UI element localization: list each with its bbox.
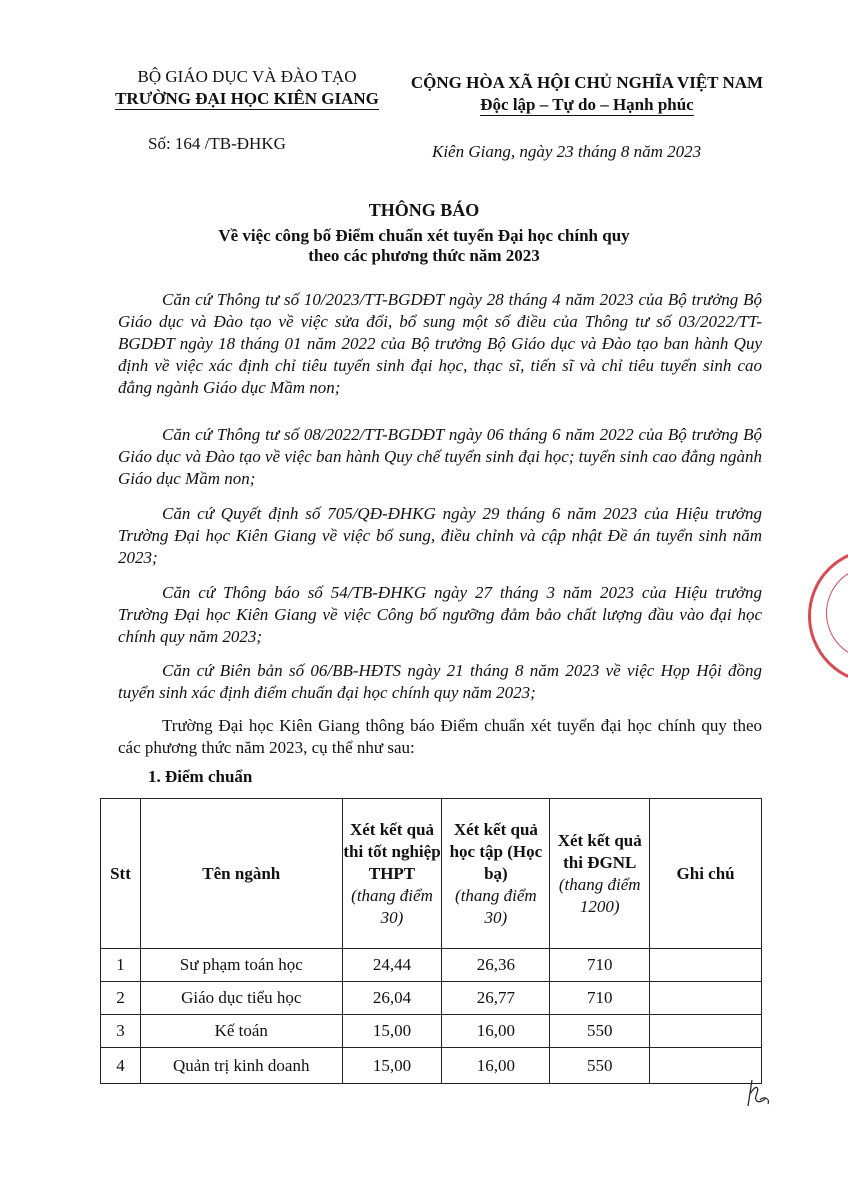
motto-text: Độc lập – Tự do – Hạnh phúc (480, 95, 694, 114)
legal-basis-3: Căn cứ Quyết định số 705/QĐ-ĐHKG ngày 29 tháng 6 năm 2023 của Hiệu trưởng Trường Đại học Kiên Giang về việc bổ sung, điều chỉnh và cập nhật Đề án tuyển sinh năm 2023; (118, 504, 762, 567)
cell-stt: 1 (101, 949, 141, 982)
intro-paragraph: Trường Đại học Kiên Giang thông báo Điểm chuẩn xét tuyển đại học chính quy theo các phương thức năm 2023, cụ thể như sau: (118, 716, 762, 757)
header-hocba-note: (thang điểm 30) (455, 885, 537, 927)
cell-hocba: 16,00 (442, 1015, 550, 1048)
date-line: Kiên Giang, ngày 23 tháng 8 năm 2023 (432, 142, 702, 161)
legal-basis-5: Căn cứ Biên bản số 06/BB-HĐTS ngày 21 tháng 8 năm 2023 về việc Họp Hội đồng tuyển sinh xác định điểm chuẩn đại học chính quy năm 2023; (118, 661, 762, 702)
cell-hocba: 26,77 (442, 982, 550, 1015)
school-name-text: TRƯỜNG ĐẠI HỌC KIÊN GIANG (115, 89, 379, 108)
document-subtitle-2: theo các phương thức năm 2023 (308, 246, 540, 265)
cell-dgnl: 550 (550, 1048, 650, 1084)
cell-note (650, 949, 762, 982)
table-row (101, 1015, 762, 1048)
issuer-block (92, 66, 402, 110)
cell-major: Kế toán (140, 1015, 342, 1048)
cell-dgnl: 710 (550, 949, 650, 982)
header-hocba (442, 799, 550, 949)
table-row (101, 949, 762, 982)
document-title: THÔNG BÁO (368, 200, 480, 220)
legal-basis-4: Căn cứ Thông báo số 54/TB-ĐHKG ngày 27 tháng 3 năm 2023 của Hiệu trưởng Trường Đại học Kiên Giang về việc Công bố ngưỡng đảm bảo chất lượng đầu vào đại học chính quy năm 2023; (118, 583, 762, 646)
national-heading (398, 72, 776, 116)
cell-note (650, 982, 762, 1015)
header-dgnl-note: (thang điểm 1200) (558, 874, 641, 916)
score-table (100, 798, 762, 1084)
ministry-name: BỘ GIÁO DỤC VÀ ĐÀO TẠO (137, 67, 357, 86)
cell-hocba: 26,36 (442, 949, 550, 982)
document-number: Số: 164 /TB-ĐHKG (148, 134, 286, 153)
header-thpt-label: Xét kết quả thi tốt nghiệp THPT (343, 819, 441, 883)
cell-major: Sư phạm toán học (140, 949, 342, 982)
cell-major: Quản trị kinh doanh (140, 1048, 342, 1084)
table-header-row (101, 799, 762, 949)
section-heading: 1. Điểm chuẩn (148, 767, 253, 786)
country-name: CỘNG HÒA XÃ HỘI CHỦ NGHĨA VIỆT NAM (410, 73, 764, 92)
cell-thpt: 24,44 (342, 949, 442, 982)
cell-note (650, 1015, 762, 1048)
header-note: Ghi chú (650, 799, 762, 949)
motto (398, 94, 776, 116)
school-name (92, 88, 402, 110)
cell-major: Giáo dục tiểu học (140, 982, 342, 1015)
cell-dgnl: 550 (550, 1015, 650, 1048)
header-dgnl-label: Xét kết quả thi ĐGNL (557, 830, 642, 872)
cell-stt: 4 (101, 1048, 141, 1084)
legal-basis-1: Căn cứ Thông tư số 10/2023/TT-BGDĐT ngày 28 tháng 4 năm 2023 của Bộ trưởng Bộ Giáo dục và Đào tạo về việc sửa đổi, bổ sung một số điều của Thông tư số 03/2022/TT-BGDĐT ngày 18 tháng 01 năm 2022 của Bộ trưởng Bộ Giáo dục và Đào tạo ban hành Quy định về việc xác định chỉ tiêu tuyển sinh đại học, thạc sĩ, tiến sĩ và chỉ tiêu tuyển sinh cao đẳng ngành Giáo dục Mầm non; (118, 290, 762, 397)
cell-stt: 3 (101, 1015, 141, 1048)
header-thpt (342, 799, 442, 949)
header-stt: Stt (101, 799, 141, 949)
table-row (101, 1048, 762, 1084)
cell-dgnl: 710 (550, 982, 650, 1015)
legal-basis-2: Căn cứ Thông tư số 08/2022/TT-BGDĐT ngày 06 tháng 6 năm 2022 của Bộ trưởng Bộ Giáo dục và Đào tạo về việc ban hành Quy chế tuyển sinh đại học; tuyển sinh cao đẳng ngành Giáo dục Mầm non; (118, 425, 762, 488)
header-major: Tên ngành (140, 799, 342, 949)
cell-thpt: 15,00 (342, 1048, 442, 1084)
header-dgnl (550, 799, 650, 949)
document-subtitle-1: Về việc công bố Điểm chuẩn xét tuyển Đại học chính quy (218, 226, 630, 245)
cell-thpt: 15,00 (342, 1015, 442, 1048)
header-hocba-label: Xét kết quả học tập (Học bạ) (449, 819, 543, 883)
cell-stt: 2 (101, 982, 141, 1015)
cell-thpt: 26,04 (342, 982, 442, 1015)
table-row (101, 982, 762, 1015)
cell-hocba: 16,00 (442, 1048, 550, 1084)
initials-signature (744, 1076, 772, 1110)
header-thpt-note: (thang điểm 30) (351, 885, 433, 927)
